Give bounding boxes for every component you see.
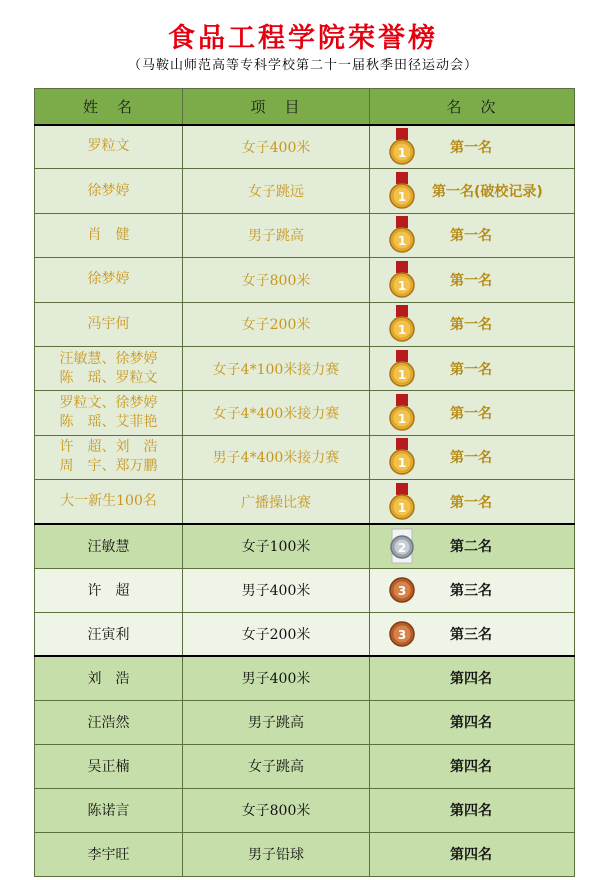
athlete-name bbox=[35, 480, 183, 524]
athlete-name: 汪浩然 bbox=[35, 700, 183, 744]
athlete-name-text: 冯宇何 bbox=[87, 315, 130, 332]
rank-text: 第四名 bbox=[450, 671, 492, 688]
rank-cell bbox=[370, 258, 575, 302]
column-header-event: 项 目 bbox=[183, 89, 370, 125]
page-subtitle: （马鞍山师范高等专科学校第二十一届秋季田径运动会） bbox=[127, 58, 478, 73]
event-name: 女子跳高 bbox=[183, 744, 370, 788]
table-row bbox=[35, 346, 575, 390]
table-row bbox=[35, 788, 575, 832]
athlete-name-line2: 陈 瑶、艾菲艳 bbox=[59, 414, 158, 431]
athlete-name: 许 超 bbox=[35, 568, 183, 612]
rank-cell bbox=[370, 302, 575, 346]
rank-text: 第一名 bbox=[450, 450, 492, 467]
athlete-name: 刘 浩 bbox=[35, 656, 183, 700]
rank-text: 第一名 bbox=[450, 139, 492, 156]
rank-text: 第一名 bbox=[450, 406, 492, 423]
athlete-name-text: 徐梦婷 bbox=[87, 271, 130, 288]
gold-medal-icon bbox=[388, 172, 416, 210]
event-name: 女子跳远 bbox=[183, 169, 370, 213]
rank-text: 第四名 bbox=[450, 715, 492, 732]
athlete-name bbox=[35, 125, 183, 169]
gold-medal-icon bbox=[388, 261, 416, 299]
event-name: 广播操比赛 bbox=[183, 480, 370, 524]
rank-cell bbox=[370, 832, 575, 876]
svg-text:1: 1 bbox=[397, 323, 407, 338]
event-name: 女子4*100米接力赛 bbox=[183, 346, 370, 390]
athlete-name-line1: 许 超、刘 浩 bbox=[59, 439, 158, 456]
event-name: 男子400米 bbox=[183, 656, 370, 700]
athlete-name bbox=[35, 258, 183, 302]
rank-cell bbox=[370, 213, 575, 257]
bronze-medal-icon bbox=[388, 615, 416, 653]
svg-text:1: 1 bbox=[397, 145, 407, 160]
gold-medal-icon bbox=[388, 394, 416, 432]
table-row bbox=[35, 169, 575, 213]
svg-text:2: 2 bbox=[397, 541, 407, 556]
svg-text:1: 1 bbox=[397, 367, 407, 382]
rank-cell bbox=[370, 656, 575, 700]
gold-medal-icon bbox=[388, 483, 416, 521]
rank-cell bbox=[370, 480, 575, 524]
svg-text:1: 1 bbox=[397, 500, 407, 515]
athlete-name-text: 大一新生100名 bbox=[60, 493, 157, 510]
svg-text:3: 3 bbox=[397, 627, 407, 642]
athlete-name bbox=[35, 346, 183, 390]
rank-cell bbox=[370, 612, 575, 656]
rank-text: 第三名 bbox=[450, 583, 492, 600]
event-name: 男子跳高 bbox=[183, 213, 370, 257]
rank-text: 第一名 bbox=[450, 494, 492, 511]
table-row bbox=[35, 656, 575, 700]
athlete-name: 陈诺言 bbox=[35, 788, 183, 832]
gold-medal-icon bbox=[388, 350, 416, 388]
table-row bbox=[35, 391, 575, 435]
rank-text: 第一名 bbox=[450, 228, 492, 245]
gold-medal-icon bbox=[388, 128, 416, 166]
event-name: 女子800米 bbox=[183, 788, 370, 832]
event-name: 女子200米 bbox=[183, 302, 370, 346]
athlete-name bbox=[35, 391, 183, 435]
table-row bbox=[35, 480, 575, 524]
rank-cell bbox=[370, 435, 575, 479]
athlete-name bbox=[35, 169, 183, 213]
athlete-name-line1: 罗粒文、徐梦婷 bbox=[59, 395, 158, 412]
event-name: 男子4*400米接力赛 bbox=[183, 435, 370, 479]
table-header-row bbox=[35, 89, 575, 125]
table-row bbox=[35, 832, 575, 876]
honor-table bbox=[34, 88, 575, 877]
event-name: 女子100米 bbox=[183, 524, 370, 568]
event-name: 男子跳高 bbox=[183, 700, 370, 744]
rank-cell bbox=[370, 391, 575, 435]
rank-text: 第二名 bbox=[450, 539, 492, 556]
svg-text:1: 1 bbox=[397, 456, 407, 471]
athlete-name: 汪敏慧 bbox=[35, 524, 183, 568]
column-header-rank: 名 次 bbox=[370, 89, 575, 125]
rank-cell bbox=[370, 346, 575, 390]
table-row bbox=[35, 744, 575, 788]
bronze-medal-icon bbox=[388, 571, 416, 609]
rank-cell bbox=[370, 169, 575, 213]
svg-text:1: 1 bbox=[397, 190, 407, 205]
table-row bbox=[35, 612, 575, 656]
svg-text:1: 1 bbox=[397, 278, 407, 293]
athlete-name: 汪寅利 bbox=[35, 612, 183, 656]
rank-text: 第四名 bbox=[450, 847, 492, 864]
rank-text: 第一名 bbox=[450, 272, 492, 289]
page-title: 食品工程学院荣誉榜 bbox=[168, 23, 438, 54]
event-name: 女子800米 bbox=[183, 258, 370, 302]
athlete-name-line2: 陈 瑶、罗粒文 bbox=[59, 369, 158, 386]
athlete-name-text: 徐梦婷 bbox=[87, 182, 130, 199]
event-name: 女子200米 bbox=[183, 612, 370, 656]
svg-text:1: 1 bbox=[397, 234, 407, 249]
rank-text: 第四名 bbox=[450, 759, 492, 776]
gold-medal-icon bbox=[388, 216, 416, 254]
svg-text:1: 1 bbox=[397, 412, 407, 427]
rank-text: 第一名 bbox=[450, 317, 492, 334]
event-name: 男子铅球 bbox=[183, 832, 370, 876]
rank-cell bbox=[370, 125, 575, 169]
table-row bbox=[35, 568, 575, 612]
table-row bbox=[35, 524, 575, 568]
rank-text: 第一名 bbox=[450, 361, 492, 378]
table-row bbox=[35, 213, 575, 257]
table-row bbox=[35, 435, 575, 479]
rank-cell bbox=[370, 700, 575, 744]
table-row bbox=[35, 258, 575, 302]
table-row bbox=[35, 700, 575, 744]
athlete-name-line2: 周 宇、郑万鹏 bbox=[59, 458, 158, 475]
rank-cell bbox=[370, 744, 575, 788]
athlete-name: 李宇旺 bbox=[35, 832, 183, 876]
athlete-name-text: 肖 健 bbox=[87, 226, 130, 243]
athlete-name: 吴正楠 bbox=[35, 744, 183, 788]
athlete-name bbox=[35, 435, 183, 479]
table-row bbox=[35, 302, 575, 346]
silver-medal-icon bbox=[388, 527, 416, 565]
event-name: 女子400米 bbox=[183, 125, 370, 169]
gold-medal-icon bbox=[388, 438, 416, 476]
rank-text: 第四名 bbox=[450, 803, 492, 820]
gold-medal-icon bbox=[388, 305, 416, 343]
rank-text: 第三名 bbox=[450, 626, 492, 643]
rank-text: 第一名(破校记录) bbox=[432, 184, 543, 201]
rank-cell bbox=[370, 788, 575, 832]
table-row bbox=[35, 125, 575, 169]
rank-cell bbox=[370, 568, 575, 612]
column-header-name: 姓 名 bbox=[35, 89, 183, 125]
svg-text:3: 3 bbox=[397, 584, 407, 599]
event-name: 女子4*400米接力赛 bbox=[183, 391, 370, 435]
event-name: 男子400米 bbox=[183, 568, 370, 612]
athlete-name-line1: 汪敏慧、徐梦婷 bbox=[59, 350, 158, 367]
athlete-name-text: 罗粒文 bbox=[87, 138, 130, 155]
athlete-name bbox=[35, 302, 183, 346]
athlete-name bbox=[35, 213, 183, 257]
rank-cell bbox=[370, 524, 575, 568]
